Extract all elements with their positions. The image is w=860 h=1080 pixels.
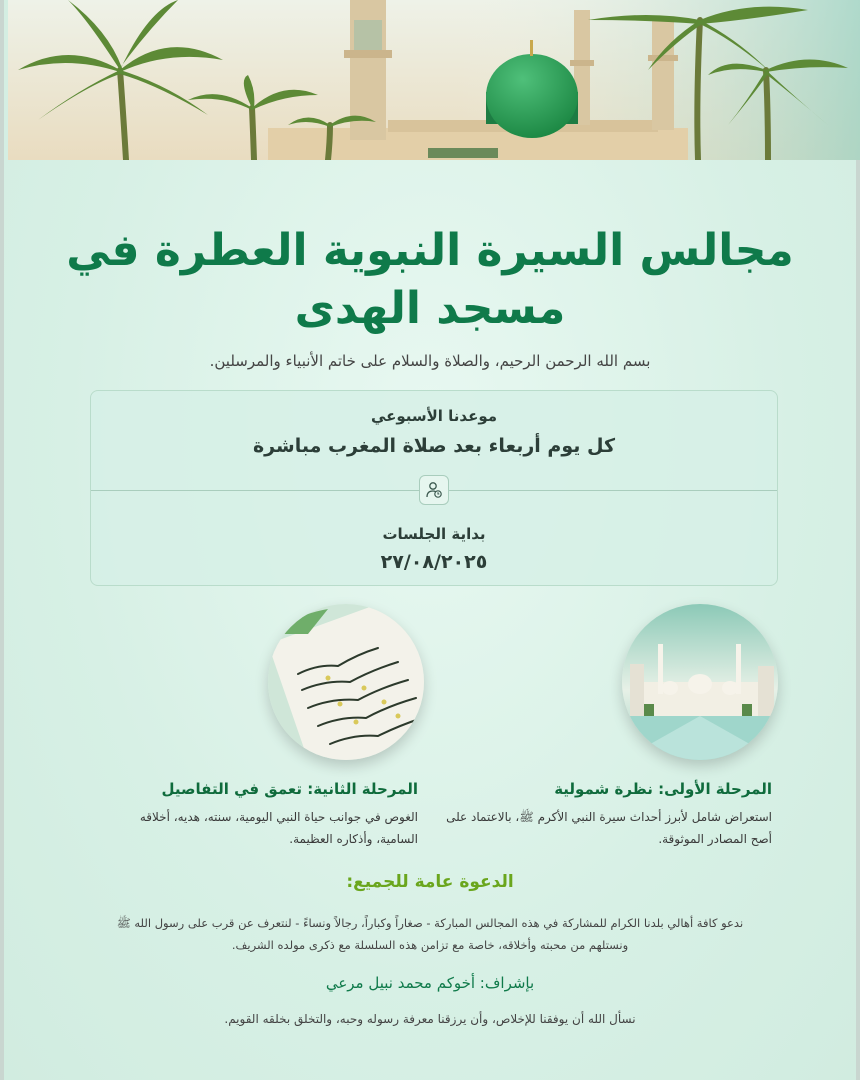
phase-1-description: [442, 806, 772, 850]
phase-1-desc-line-2: أصح المصادر الموثوقة.: [658, 832, 772, 846]
basmala-text: بسم الله الرحمن الرحيم، والصلاة والسلام على خاتم الأنبياء والمرسلين.: [209, 352, 651, 370]
invitation-line-2: ونستلهم من محبته وأخلاقه، خاصة مع تزامن هذه السلسلة مع ذكرى مولده الشريف.: [231, 938, 629, 952]
weekly-label: موعدنا الأسبوعي: [370, 407, 498, 425]
phase-2-description: [118, 806, 418, 850]
invitation-line-1: ندعو كافة أهالي بلدنا الكرام للمشاركة في هذه المجالس المباركة - صغاراً وكباراً، رجالاً ونساءً - لنتعرف عن قرب على رسول الله ﷺ: [116, 916, 744, 930]
mosque-courtyard-image: [622, 604, 778, 760]
header-banner-image: [8, 0, 860, 160]
start-label: بداية الجلسات: [382, 525, 486, 543]
phase-1-title: المرحلة الأولى: نظرة شمولية: [554, 780, 772, 798]
title-line-2: مسجد الهدى: [294, 283, 566, 334]
phase-2-desc-line-2: السامية، وأذكاره العظيمة.: [289, 832, 418, 846]
weekly-value: كل يوم أربعاء بعد صلاة المغرب مباشرة: [252, 435, 616, 457]
start-date: ٢٧/٠٨/٢٠٢٥: [380, 551, 488, 573]
title-line-1: مجالس السيرة النبوية العطرة في: [66, 225, 794, 276]
page-title: [64, 222, 796, 338]
supervision-text: بإشراف: أخوكم محمد نبيل مرعي: [325, 974, 535, 992]
phase-2-desc-line-1: الغوص في جوانب حياة النبي اليومية، سنته، هديه، أخلاقه: [139, 810, 418, 824]
schedule-card: [90, 390, 778, 586]
phase-1-desc-line-1: استعراض شامل لأبرز أحداث سيرة النبي الأكرم ﷺ، بالاعتماد على: [446, 810, 772, 824]
user-clock-icon: [419, 475, 449, 505]
invitation-text: [104, 912, 756, 956]
phase-2-title: المرحلة الثانية: تعمق في التفاصيل: [161, 780, 418, 798]
arabic-calligraphy-book-image: [268, 604, 424, 760]
closing-prayer: نسأل الله أن يوفقنا للإخلاص، وأن يرزقنا معرفة رسوله وحبه، والتخلق بخلقه القويم.: [224, 1012, 636, 1026]
invitation-heading: الدعوة عامة للجميع:: [346, 872, 514, 892]
